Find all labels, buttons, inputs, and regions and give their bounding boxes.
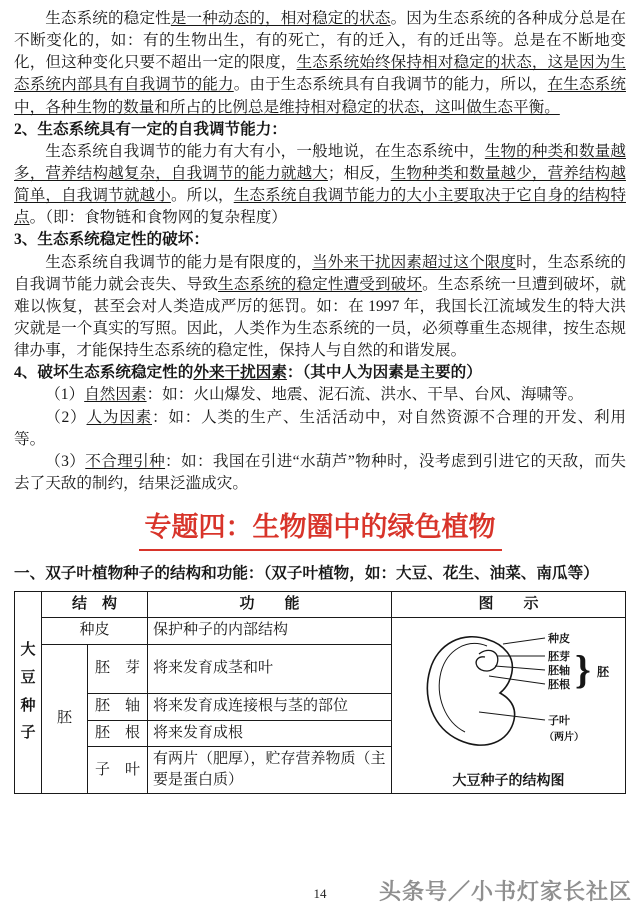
text-segment: 。生态系统一旦遭到破坏，就难以恢复，甚至会对人类造成严厉的惩罚。如：在 1997 年，我国长江流域发生的特大洪灾就是一个真实的写照。因此，人类作为生态系统的一员，必须尊重生态规律，按生态规律办事，才能保持生态系统的稳定性，保持人与自然的和谐发展。 bbox=[14, 275, 626, 360]
text-segment-underlined: 生态系统始终保持相对稳定的状态，这是因为生态系统内部具有自我调节的能力 bbox=[14, 54, 626, 94]
pointer-cotyledon bbox=[479, 712, 545, 720]
cell-plumule-function: 将来发育成茎和叶 bbox=[148, 644, 392, 694]
pointer-radicle bbox=[489, 676, 545, 684]
diagram-caption: 大豆种子的结构图 bbox=[452, 773, 565, 789]
list-item-improper-introduction bbox=[14, 451, 626, 495]
heading-stability-damage: 3、生态系统稳定性的破坏： bbox=[14, 231, 209, 249]
seed-diagram bbox=[397, 620, 620, 791]
text-segment: ：如：人类的生产、生活活动中，对自然资源不合理的开发、利用等。 bbox=[14, 408, 626, 448]
cell-hypocotyl-name: 胚 轴 bbox=[88, 694, 148, 720]
text-segment: 。（即：食物链和食物网的复杂程度） bbox=[29, 209, 287, 227]
chapter-title-block bbox=[14, 511, 626, 551]
diagram-label-hypocotyl: 胚轴 bbox=[548, 665, 571, 678]
text-segment: （2） bbox=[45, 408, 87, 426]
bean-outline-shape bbox=[427, 637, 514, 745]
diagram-label-plumule: 胚芽 bbox=[548, 651, 571, 664]
paragraph-self-regulation bbox=[14, 141, 626, 230]
table-header-row bbox=[15, 591, 626, 617]
text-segment-underlined: 生物种类和数量越少，营养结构越简单，自我调节就越小 bbox=[14, 164, 626, 205]
chapter-title: 专题四：生物圈中的绿色植物 bbox=[139, 511, 502, 551]
diagram-label-two-pieces: （两片） bbox=[544, 732, 585, 744]
text-segment: ；相反， bbox=[327, 164, 391, 182]
cell-radicle-function: 将来发育成根 bbox=[148, 720, 392, 746]
text-segment: 。因为生态系统的各种成分总是在不断变化的，如：有的生物出生，有的死亡，有的迁入，有的迁出等。总是在不断地变化，但这种变化只要不超出一定的限度， bbox=[14, 10, 626, 72]
cell-plumule-name: 胚 芽 bbox=[88, 644, 148, 694]
cell-seed-coat-function: 保护种子的内部结构 bbox=[148, 618, 392, 644]
text-segment-underlined: 生态系统的稳定性遭受到破坏 bbox=[218, 275, 423, 293]
text-segment: ：如：火山爆发、地震、泥石流、洪水、干旱、台风、海啸等。 bbox=[146, 386, 584, 404]
seed-structure-table bbox=[14, 591, 626, 794]
text-segment-underlined: 不合理引种 bbox=[85, 452, 166, 470]
cell-embryo-group-label: 胚 bbox=[42, 644, 88, 794]
table-row-seed-coat bbox=[15, 618, 626, 644]
text-segment: ：（其中人为因素是主要的） bbox=[286, 364, 482, 382]
text-segment: 生态系统的稳定性 bbox=[45, 10, 171, 27]
list-item-human-factors bbox=[14, 407, 626, 451]
text-segment: 时，生态系统的自我调节能力就会丧失、导致 bbox=[14, 253, 626, 293]
text-segment-underlined: 生态系统自我调节能力的大小主要取决于它自身的结构特点 bbox=[14, 187, 626, 227]
seed-diagram-drawing bbox=[397, 620, 625, 762]
text-segment: 4、破坏生态系统稳定性的 bbox=[14, 364, 194, 382]
table-header-structure: 结 构 bbox=[42, 591, 148, 617]
paragraph-stability-damage bbox=[14, 252, 626, 363]
cell-cotyledon-name: 子 叶 bbox=[88, 746, 148, 794]
diagram-brace: } bbox=[575, 647, 591, 693]
pointer-hypocotyl bbox=[495, 666, 545, 670]
text-segment: ：如：我国在引进“水葫芦”物种时，没考虑到引进它的天敌，而失去了天敌的制约，结果泛滥成灾。 bbox=[14, 452, 626, 492]
diagram-label-radicle: 胚根 bbox=[548, 679, 571, 692]
text-segment-underlined: 生物的种类和数量越多，营养结构越复杂，自我调节的能力就越大 bbox=[14, 142, 626, 182]
text-segment: （3） bbox=[45, 452, 86, 470]
table-side-label-soybean-seed: 大豆种子 bbox=[15, 591, 42, 793]
text-segment: 。由于生态系统具有自我调节的能力，所以， bbox=[233, 76, 548, 94]
heading-external-factors bbox=[14, 362, 626, 384]
embryo-curl-shape bbox=[476, 651, 498, 672]
diagram-label-cotyledon: 子叶 bbox=[548, 715, 571, 728]
text-segment: （1） bbox=[45, 386, 85, 404]
watermark-text: 头条号／小书灯家长社区 bbox=[378, 879, 632, 904]
table-header-diagram: 图 示 bbox=[392, 591, 626, 617]
heading-self-regulation: 2、生态系统具有一定的自我调节能力： bbox=[14, 120, 287, 138]
text-segment-underlined: 在生态系统中，各种生物的数量和所占的比例总是维持相对稳定的状态，这叫做生态平衡。 bbox=[14, 76, 626, 116]
text-segment-underlined: 当外来干扰因素超过这个限度 bbox=[312, 253, 517, 271]
paragraph-ecosystem-stability bbox=[14, 8, 626, 119]
cell-diagram bbox=[392, 618, 626, 794]
cell-seed-coat-name: 种皮 bbox=[42, 618, 148, 644]
text-segment-underlined: 人为因素 bbox=[86, 408, 152, 426]
diagram-label-embryo: 胚 bbox=[597, 665, 610, 680]
cell-radicle-name: 胚 根 bbox=[88, 720, 148, 746]
cell-cotyledon-function: 有两片（肥厚），贮存营养物质（主要是蛋白质） bbox=[148, 746, 392, 794]
cell-hypocotyl-function: 将来发育成连接根与茎的部位 bbox=[148, 694, 392, 720]
table-header-function: 功 能 bbox=[148, 591, 392, 617]
page-number: 14 bbox=[313, 886, 327, 901]
section-heading-dicot-seed: 一、双子叶植物种子的结构和功能：（双子叶植物，如：大豆、花生、油菜、南瓜等） bbox=[14, 564, 599, 582]
pointer-seed-coat bbox=[503, 638, 545, 644]
list-item-natural-factors bbox=[14, 384, 626, 406]
text-segment: 。所以， bbox=[170, 187, 234, 205]
text-segment-underlined: 是一种动态的，相对稳定的状态 bbox=[170, 10, 391, 27]
text-segment: 生态系统自我调节的能力是有限度的， bbox=[45, 253, 313, 271]
text-segment-underlined: 外来干扰因素 bbox=[193, 364, 287, 382]
text-segment-underlined: 自然因素 bbox=[84, 386, 147, 404]
text-segment: 生态系统自我调节的能力有大有小，一般地说，在生态系统中， bbox=[45, 142, 485, 160]
diagram-label-seed-coat: 种皮 bbox=[548, 633, 571, 646]
